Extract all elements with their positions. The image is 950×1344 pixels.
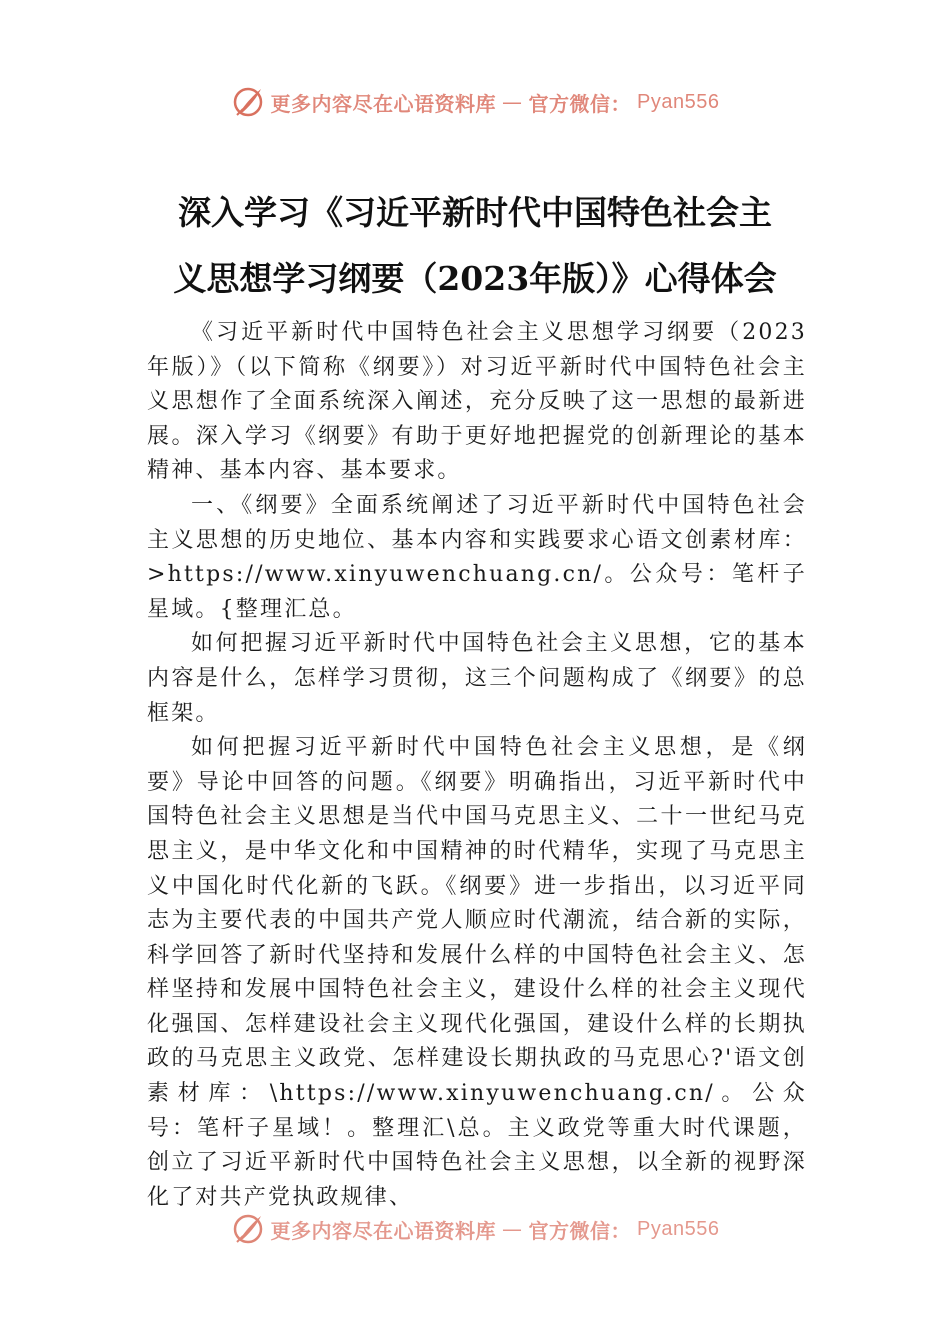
quill-circle-icon (231, 1212, 265, 1245)
footer-watermark (0, 1203, 950, 1245)
watermark-text: 更多内容尽在心语资料库 (270, 91, 497, 116)
title-line-1: 深入学习《习近平新时代中国特色社会主 (178, 193, 772, 232)
paragraph-3: 如何把握习近平新时代中国特色社会主义思想，它的基本内容是什么，怎样学习贯彻，这三个问题构成了《纲要》的总框架。 (147, 631, 807, 726)
footer-watermark-separator: — (502, 1217, 523, 1241)
document-title (140, 180, 810, 312)
watermark-separator: — (502, 90, 523, 114)
header-watermark (0, 82, 950, 122)
quill-circle-icon (231, 85, 265, 119)
paragraph-2: 一、《纲要》全面系统阐述了习近平新时代中国特色社会主义思想的历史地位、基本内容和实践要求心语文创素材库：>https://www.xinyuwenchuang.cn/。公众号：笔杆子星域。{整理汇总。 (147, 492, 807, 622)
title-line-2: 义思想学习纲要（2023年版）》心得体会 (173, 259, 777, 298)
footer-watermark-contact: 官方微信： (528, 1218, 632, 1243)
footer-watermark-id: Pyan556 (637, 1217, 720, 1240)
watermark-id: Pyan556 (637, 90, 720, 113)
paragraph-1: 《习近平新时代中国特色社会主义思想学习纲要（2023年版）》（以下简称《纲要》）对习近平新时代中国特色社会主义思想作了全面系统深入阐述，充分反映了这一思想的最新进展。深入学习《纲要》有助于更好地把握党的创新理论的基本精神、基本内容、基本要求。 (147, 320, 807, 484)
watermark-contact: 官方微信： (528, 91, 632, 116)
document-body (147, 316, 807, 1215)
paragraph-4: 如何把握习近平新时代中国特色社会主义思想，是《纲要》导论中回答的问题。《纲要》明确指出，习近平新时代中国特色社会主义思想是当代中国马克思主义、二十一世纪马克思主义，是中华文化和中国精神的时代精华，实现了马克思主义中国化时代化新的飞跃。《纲要》进一步指出，以习近平同志为主要代表的中国共产党人顺应时代潮流，结合新的实际，科学回答了新时代坚持和发展什么样的中国特色社会主义、怎样坚持和发展中国特色社会主义，建设什么样的社会主义现代化强国、怎样建设社会主义现代化强国，建设什么样的长期执政的马克思主义政党、怎样建设长期执政的马克思心?'语文创素材库：\https://www.xinyuwenchuang.cn/。公众号：笔杆子星域！。整理汇\总。主义政党等重大时代课题，创立了习近平新时代中国特色社会主义思想，以全新的视野深化了对共产党执政规律、 (147, 735, 807, 1210)
footer-watermark-text: 更多内容尽在心语资料库 (270, 1218, 497, 1243)
